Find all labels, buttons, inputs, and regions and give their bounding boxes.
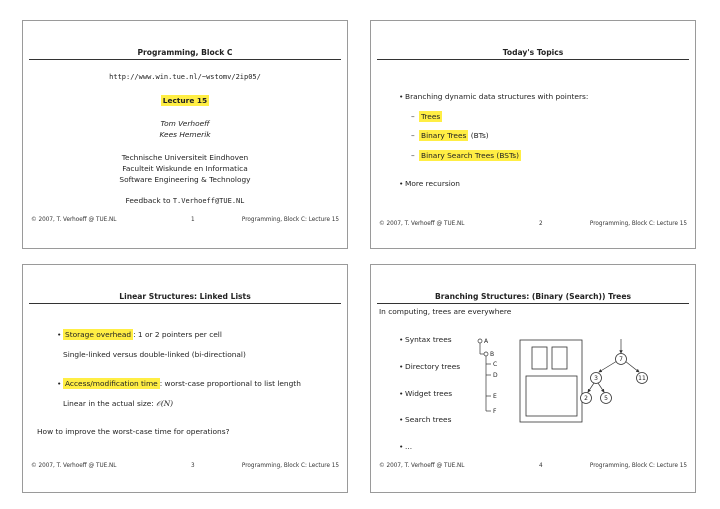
sub-item-suffix: (BTs)	[470, 131, 489, 140]
dir-node-a-icon	[478, 339, 482, 343]
institution-3: Software Engineering & Technology	[119, 175, 251, 184]
bullet-icon: •	[399, 92, 404, 101]
bst-label-2: 2	[584, 395, 588, 402]
author-2: Kees Hemerik	[159, 130, 211, 139]
dir-label-a: A	[484, 338, 489, 345]
title-rule	[377, 303, 689, 304]
dir-label-c: C	[493, 361, 498, 368]
dir-label-f: F	[493, 408, 497, 415]
lecture-highlight: Lecture 15	[162, 96, 208, 105]
widget-window-diagram	[519, 339, 583, 423]
dash-icon: –	[411, 131, 415, 140]
footer-course: Programming, Block C: Lecture 15	[589, 221, 687, 227]
widget-box-icon	[532, 347, 547, 369]
bullet-icon: •	[399, 335, 404, 344]
sub-item	[411, 112, 442, 121]
dir-label-e: E	[493, 393, 497, 400]
question-line: How to improve the worst-case time for operations?	[37, 427, 230, 436]
bullet-icon: •	[399, 415, 404, 424]
bullet-icon: •	[399, 362, 404, 371]
footer-page-number: 3	[191, 463, 195, 469]
bullet-text: Search trees	[405, 415, 452, 424]
slide-1	[22, 20, 348, 249]
institution-1: Technische Universiteit Eindhoven	[121, 153, 249, 162]
bst-label-7: 7	[619, 356, 623, 363]
dir-label-d: D	[493, 372, 498, 379]
institution-2: Faculteit Wiskunde en Informatica	[122, 164, 248, 173]
bullet-text: : 1 or 2 pointers per cell	[133, 330, 222, 339]
bullet-text: Widget trees	[405, 389, 453, 398]
body-line: Single-linked versus double-linked (bi-directional)	[63, 350, 246, 359]
widget-box-icon	[552, 347, 567, 369]
bst-label-11: 11	[638, 375, 646, 382]
bullet-item	[57, 330, 222, 339]
intro-line: In computing, trees are everywhere	[379, 307, 512, 316]
slide-title: Branching Structures: (Binary (Search)) Trees	[434, 292, 632, 301]
slide-title: Programming, Block C	[137, 48, 233, 57]
bullet-item	[399, 92, 588, 101]
course-url[interactable]: http://www.win.tue.nl/~wstomv/2ip05/	[109, 73, 261, 81]
slide-4	[370, 264, 696, 493]
bullet-text: Branching dynamic data structures with pointers:	[405, 92, 589, 101]
dir-node-b-icon	[484, 352, 488, 356]
big-o-formula: 𝒪(N)	[156, 399, 174, 408]
title-rule	[29, 303, 341, 304]
bullet-text: More recursion	[405, 179, 460, 188]
bullet-text: Directory trees	[405, 362, 461, 371]
bullet-item	[399, 179, 460, 188]
bullet-item	[399, 415, 451, 424]
bullet-item	[399, 389, 452, 398]
footer-copyright: © 2007, T. Verhoeff @ TUE.NL	[379, 463, 465, 469]
directory-tree-diagram	[477, 337, 507, 419]
bullet-icon: •	[399, 442, 404, 451]
bullet-highlight: Storage overhead	[65, 330, 132, 339]
widget-panel-icon	[526, 376, 577, 416]
sub-item	[411, 131, 489, 140]
footer-course: Programming, Block C: Lecture 15	[241, 463, 339, 469]
lecture-label	[23, 96, 347, 105]
slide-title: Today's Topics	[502, 48, 564, 57]
title-rule	[377, 59, 689, 60]
title-rule	[29, 59, 341, 60]
slide-title: Linear Structures: Linked Lists	[119, 292, 251, 301]
bullet-icon: •	[57, 330, 62, 339]
bullet-item	[399, 362, 460, 371]
sub-item-highlight: Binary Search Trees (BSTs)	[421, 151, 519, 160]
sub-item	[411, 151, 521, 160]
slide-2	[370, 20, 696, 249]
bullet-icon: •	[399, 179, 404, 188]
bullet-item	[399, 335, 452, 344]
footer-copyright: © 2007, T. Verhoeff @ TUE.NL	[379, 221, 465, 227]
footer-page-number: 4	[539, 463, 543, 469]
bullet-text: ...	[405, 442, 413, 451]
dir-label-b: B	[490, 351, 495, 358]
bullet-item	[57, 379, 301, 388]
bst-label-5: 5	[604, 395, 608, 402]
footer-course: Programming, Block C: Lecture 15	[241, 217, 339, 223]
bullet-icon: •	[399, 389, 404, 398]
body-line	[63, 399, 173, 409]
footer-copyright: © 2007, T. Verhoeff @ TUE.NL	[31, 463, 117, 469]
bullet-highlight: Access/modification time	[65, 379, 158, 388]
bullet-item	[399, 442, 412, 451]
body-text: Linear in the actual size:	[63, 399, 154, 408]
bullet-icon: •	[57, 379, 62, 388]
footer-page-number: 1	[191, 217, 195, 223]
feedback-line	[23, 196, 347, 205]
footer-course: Programming, Block C: Lecture 15	[589, 463, 687, 469]
author-1: Tom Verhoeff	[160, 119, 210, 128]
feedback-email[interactable]: T.Verhoeff@TUE.NL	[172, 197, 245, 205]
sub-item-highlight: Trees	[421, 112, 441, 121]
bullet-text: Syntax trees	[405, 335, 452, 344]
slide-3	[22, 264, 348, 493]
sub-item-highlight: Binary Trees	[421, 131, 467, 140]
bst-label-3: 3	[594, 375, 598, 382]
binary-search-tree-diagram	[579, 339, 689, 421]
footer-page-number: 2	[539, 221, 543, 227]
dash-icon: –	[411, 112, 415, 121]
dash-icon: –	[411, 151, 415, 160]
bullet-text: : worst-case proportional to list length	[159, 379, 301, 388]
feedback-label: Feedback to	[125, 196, 171, 205]
footer-copyright: © 2007, T. Verhoeff @ TUE.NL	[31, 217, 117, 223]
